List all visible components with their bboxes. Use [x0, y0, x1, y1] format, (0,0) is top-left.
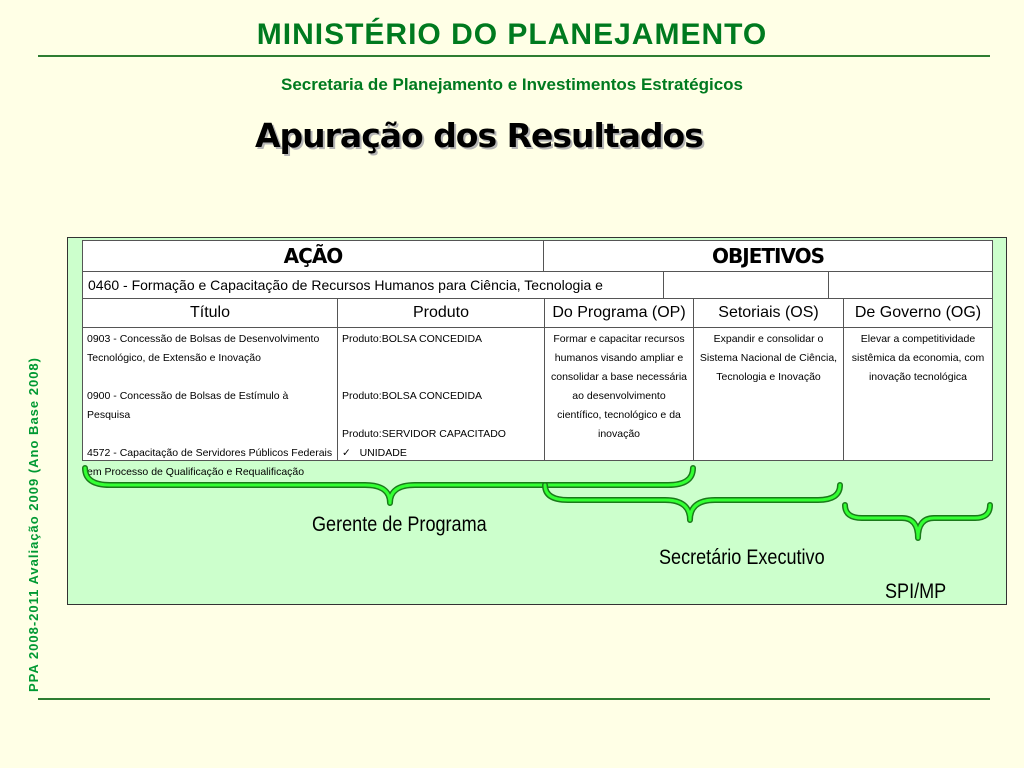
col-setoriais: Setoriais (OS)	[693, 298, 844, 328]
label-gerente: Gerente de Programa	[312, 513, 487, 536]
acao-header: AÇÃO	[82, 240, 544, 272]
produto-item: Produto:BOLSA CONCEDIDA	[342, 333, 483, 345]
check-icon: ✓	[342, 447, 351, 459]
col-programa: Do Programa (OP)	[544, 298, 694, 328]
page-title: Apuração dos Resultados	[255, 116, 703, 155]
col-governo: De Governo (OG)	[843, 298, 993, 328]
governo-cell: Elevar a competitividade sistêmica da economia, com inovação tecnológica	[843, 327, 993, 461]
programa-cell: Formar e capacitar recursos humanos visando ampliar e consolidar a base necessária ao desenvolvimento científico, tecnológico e da inovação	[544, 327, 694, 461]
header-title: MINISTÉRIO DO PLANEJAMENTO	[256, 18, 768, 51]
produto-item: UNIDADE	[359, 447, 407, 459]
titulo-item: 4572 - Capacitação de Servidores Públicos Federais em Processo de Qualificação e Requalificação	[87, 447, 333, 478]
label-spi: SPI/MP	[885, 580, 947, 603]
titulo-item: 0900 - Concessão de Bolsas de Estímulo à Pesquisa	[87, 390, 289, 421]
setoriais-cell: Expandir e consolidar o Sistema Nacional de Ciência, Tecnologia e Inovação	[693, 327, 844, 461]
titulo-item: 0903 - Concessão de Bolsas de Desenvolvimento Tecnológico, de Extensão e Inovação	[87, 333, 320, 364]
produto-item: Produto:BOLSA CONCEDIDA	[342, 390, 483, 402]
side-caption: PPA 2008-2011 Avaliação 2009 (Ano Base 2008)	[26, 357, 41, 692]
col-titulo: Título	[82, 298, 338, 328]
footer-rule	[38, 698, 990, 700]
header-subtitle: Secretaria de Planejamento e Investimentos Estratégicos	[280, 75, 744, 94]
label-secretario: Secretário Executivo	[659, 546, 825, 569]
col-produto: Produto	[337, 298, 545, 328]
brace-secretario	[545, 485, 840, 520]
acao-row: 0460 - Formação e Capacitação de Recursos Humanos para Ciência, Tecnologia e	[82, 271, 664, 299]
objetivos-header: OBJETIVOS	[543, 240, 993, 272]
produto-item: Produto:SERVIDOR CAPACITADO	[342, 428, 506, 440]
